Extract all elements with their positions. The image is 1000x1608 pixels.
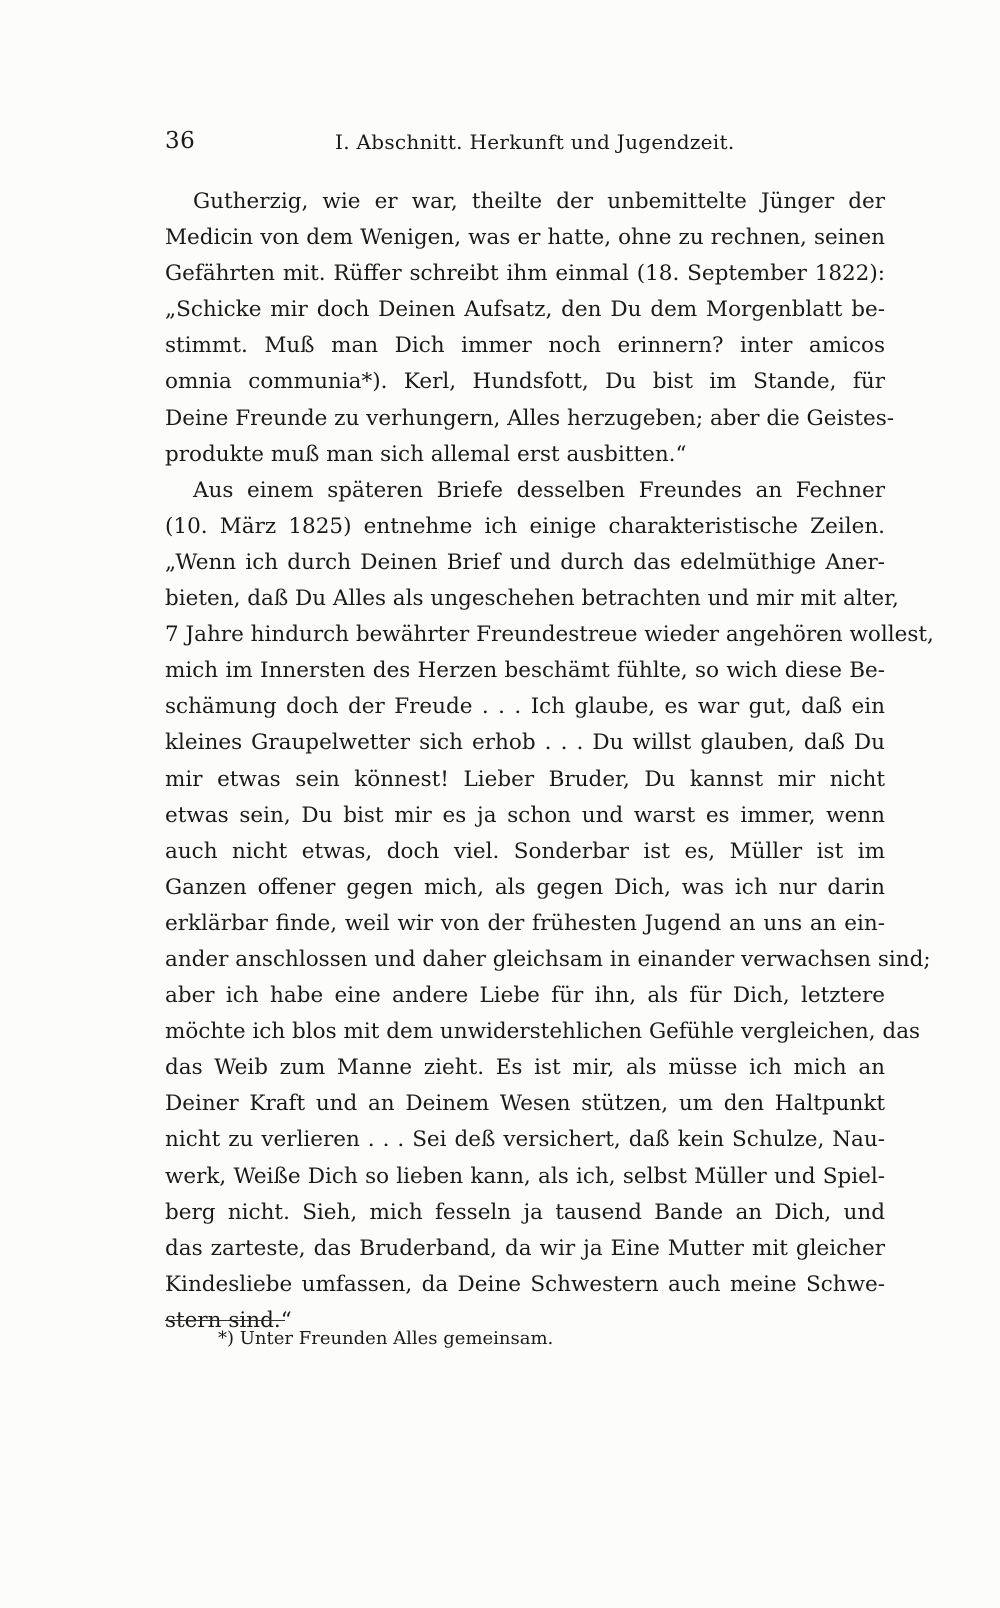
text-line: Aus einem späteren Briefe desselben Freundes an Fechner [193,477,885,503]
text-line: Deine Freunde zu verhungern, Alles herzugeben; aber die Geistes- [165,405,895,431]
text-line: werk, Weiße Dich so lieben kann, als ich, selbst Müller und Spiel- [165,1163,885,1189]
text-line: nicht zu verlieren . . . Sei deß versichert, daß kein Schulze, Nau- [165,1127,885,1153]
text-line: schämung doch der Freude . . . Ich glaube, es war gut, daß ein [165,694,885,720]
page-header [165,128,885,160]
footnote: *) Unter Freunden Alles gemeinsam. [218,1328,554,1349]
text-line: das Weib zum Manne zieht. Es ist mir, als müsse ich mich an [165,1055,885,1081]
text-line: stern sind.“ [165,1307,292,1333]
text-line: Kindesliebe umfassen, da Deine Schwestern auch meine Schwe- [165,1271,885,1297]
text-line: Ganzen offener gegen mich, als gegen Dich, was ich nur darin [165,874,885,900]
text-line: „Wenn ich durch Deinen Brief und durch das edelmüthige Aner- [165,549,885,575]
text-line: kleines Graupelwetter sich erhob . . . Du willst glauben, daß Du [165,730,885,756]
body-text [165,184,934,1339]
footnote-rule [165,1320,285,1321]
text-line: omnia communia*). Kerl, Hundsfott, Du bist im Stande, für [165,369,885,395]
running-head: I. Abschnitt. Herkunft und Jugendzeit. [335,130,735,154]
text-line: stimmt. Muß man Dich immer noch erinnern? inter amicos [165,333,885,359]
text-line: das zarteste, das Bruderband, da wir ja Eine Mutter mit gleicher [165,1235,885,1261]
text-line: produkte muß man sich allemal erst ausbitten.“ [165,441,687,467]
text-line: mich im Innersten des Herzen beschämt fühlte, so wich diese Be- [165,658,885,684]
text-line: mir etwas sein könnest! Lieber Bruder, Du kannst mir nicht [165,766,885,792]
text-line: Gutherzig, wie er war, theilte der unbemittelte Jünger der [193,189,885,214]
text-line: „Schicke mir doch Deinen Aufsatz, den Du dem Morgenblatt be- [165,297,885,323]
text-line: auch nicht etwas, doch viel. Sonderbar ist es, Müller ist im [165,838,885,864]
text-line: (10. März 1825) entnehme ich einige charakteristische Zeilen. [165,513,885,539]
text-line: bieten, daß Du Alles als ungeschehen betrachten und mir mit alter, [165,586,899,612]
text-line: erklärbar finde, weil wir von der frühesten Jugend an uns an ein- [165,910,885,936]
text-line: Gefährten mit. Rüffer schreibt ihm einmal (18. September 1822): [165,261,885,287]
page-number: 36 [165,128,196,154]
text-line: Deiner Kraft und an Deinem Wesen stützen, um den Haltpunkt [165,1091,885,1117]
text-line: möchte ich blos mit dem unwiderstehlichen Gefühle vergleichen, das [165,1019,921,1045]
text-line: etwas sein, Du bist mir es ja schon und warst es immer, wenn [165,802,885,828]
text-line: Medicin von dem Wenigen, was er hatte, ohne zu rechnen, seinen [165,225,885,251]
text-line: aber ich habe eine andere Liebe für ihn, als für Dich, letztere [165,983,885,1009]
text-line: berg nicht. Sieh, mich fesseln ja tausend Bande an Dich, und [165,1199,885,1225]
text-line: 7 Jahre hindurch bewährter Freundestreue wieder angehören wollest, [165,622,934,648]
text-line: ander anschlossen und daher gleichsam in einander verwachsen sind; [165,946,931,972]
